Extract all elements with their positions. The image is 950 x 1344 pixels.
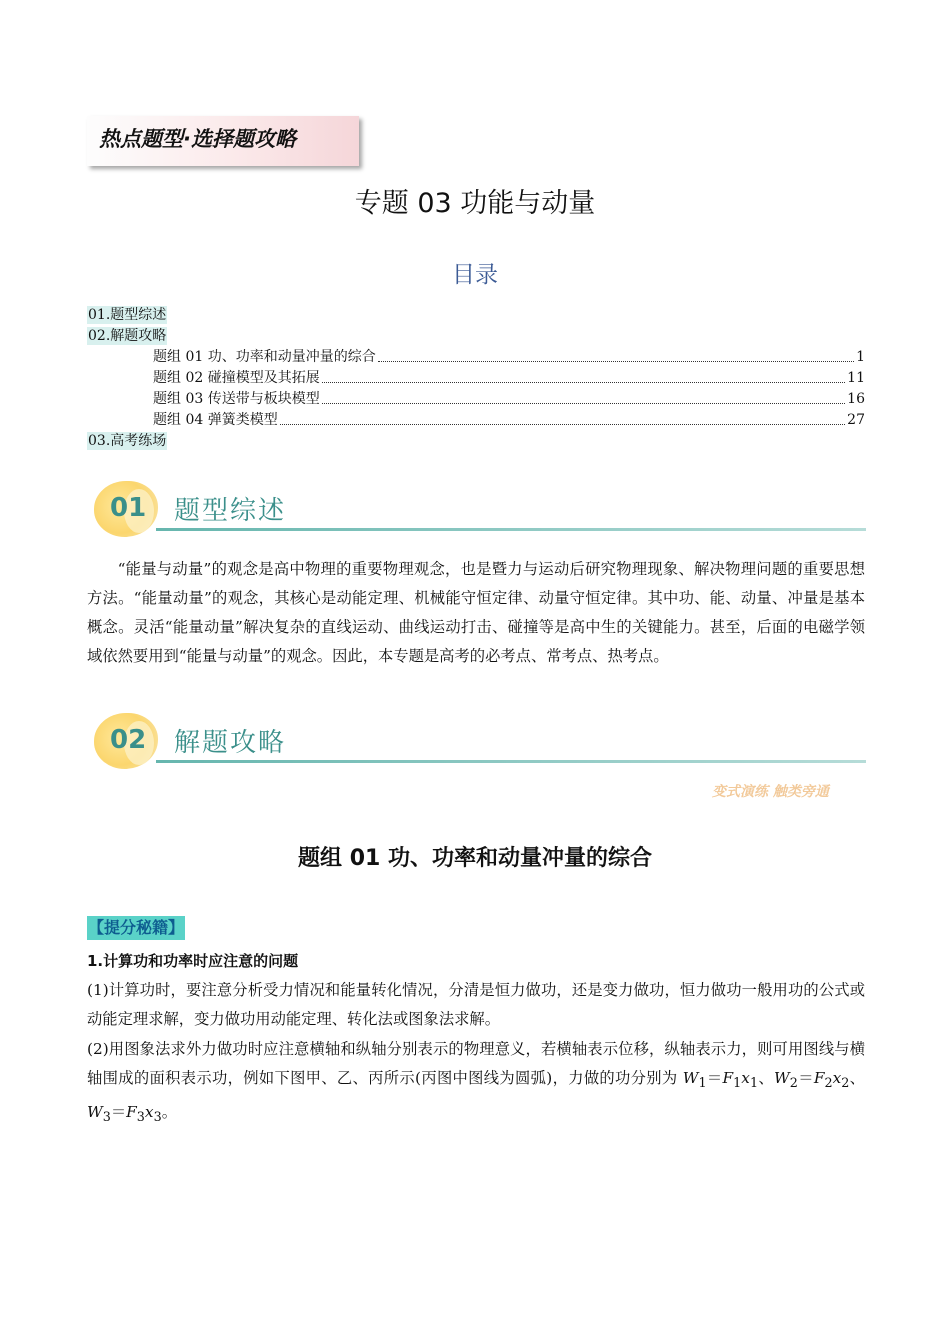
toc-entry-label: 题组 03 传送带与板块模型	[153, 391, 320, 407]
paragraph-2-text: (2)用图象法求外力做功时应注意横轴和纵轴分别表示的物理意义，若横轴表示位移，纵轴表示力，则可用图线与横轴围成的面积表示功，例如下图甲、乙、丙所示(丙图中图线为圆弧)，力做的功分别为	[87, 1040, 865, 1087]
toc-entry-page: 16	[847, 391, 865, 407]
toc-entry[interactable]	[153, 367, 865, 387]
toc-entry-label: 题组 04 弹簧类模型	[153, 412, 278, 428]
header-tag	[87, 116, 359, 166]
toc-leader-dots	[322, 402, 845, 404]
paragraph-1: (1)计算功时，要注意分析受力情况和能量转化情况，分清是恒力做功，还是变力做功，恒力做功一般用功的公式或动能定理求解，变力做功用动能定理、转化法或图象法求解。	[87, 981, 865, 1028]
banner-title: 题型综述	[174, 496, 287, 526]
toc-section-strategy[interactable]: 02.解题攻略	[88, 328, 167, 344]
toc-entry[interactable]	[153, 388, 865, 408]
toc-section-practice[interactable]: 03.高考练场	[88, 433, 167, 449]
banner-rule	[156, 760, 866, 763]
toc-leader-dots	[378, 360, 854, 362]
banner-title: 解题攻略	[174, 728, 287, 758]
toc-entry[interactable]	[153, 409, 865, 429]
toc-entry-page: 1	[856, 349, 865, 365]
header-tag-text: 热点题型·选择题攻略	[99, 127, 296, 151]
banner-number: 01	[110, 493, 147, 523]
toc-entry-label: 题组 01 功、功率和动量冲量的综合	[153, 349, 376, 365]
section-banner-overview	[86, 481, 866, 541]
overview-paragraph: “能量与动量”的观念是高中物理的重要物理观念，也是暨力与运动后研究物理现象、解决物理问题的重要思想方法。“能量动量”的观念，其核心是动能定理、机械能守恒定律、动量守恒定律。其中功、能、动量、冲量是基本概念。灵活“能量动量”解决复杂的直线运动、曲线运动打击、碰撞等是高中生的关键能力。甚至，后面的电磁学领域依然要用到“能量与动量”的观念。因此，本专题是高考的必考点、常考点、热考点。	[87, 560, 865, 665]
toc-leader-dots	[280, 423, 845, 425]
toc-entry-page: 27	[847, 412, 865, 428]
toc-heading: 目录	[452, 262, 498, 288]
banner-number: 02	[110, 725, 147, 755]
tagline: 变式演练 触类旁通	[712, 784, 829, 800]
toc-section-overview[interactable]: 01.题型综述	[88, 307, 167, 323]
toc-entry-page: 11	[847, 370, 865, 386]
section-banner-strategy	[86, 713, 866, 773]
toc-leader-dots	[322, 381, 845, 383]
toc-entry-label: 题组 02 碰撞模型及其拓展	[153, 370, 320, 386]
toc-entry[interactable]	[153, 346, 865, 366]
tip-label: 【提分秘籍】	[87, 916, 185, 940]
banner-rule	[156, 528, 866, 531]
work-formula: $W_1=F_1x_1$、$W_2=F_2x_2$、$W_3=F_3x_3$。	[87, 1069, 865, 1126]
document-title: 专题 03 功能与动量	[354, 188, 596, 219]
subheading: 1.计算功和功率时应注意的问题	[87, 952, 299, 970]
group-title: 题组 01 功、功率和动量冲量的综合	[298, 846, 652, 871]
paragraph-2	[87, 1035, 865, 1132]
